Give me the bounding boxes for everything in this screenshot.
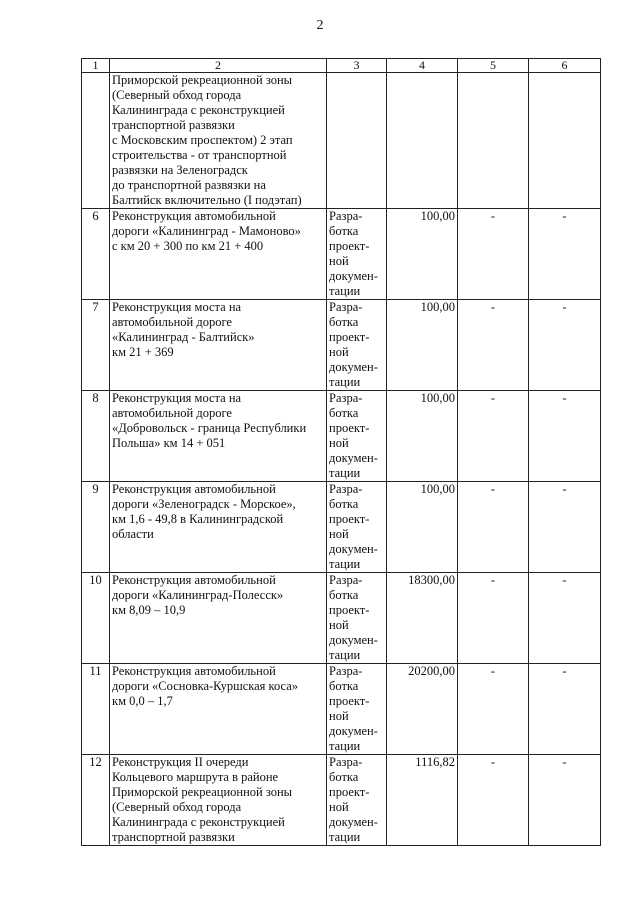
row-stage [327, 300, 387, 391]
row-object-name-text: Реконструкция автомобильной дороги «Сосновка-Куршская коса» км 0,0 – 1,7 [112, 664, 299, 708]
row-amount [387, 391, 458, 482]
table-row [82, 391, 601, 482]
table-row [82, 209, 601, 300]
row-object-name [110, 209, 327, 300]
row-amount [387, 300, 458, 391]
row-col5-text: - [490, 300, 496, 314]
row-col5-text: - [490, 209, 496, 223]
row-object-name-text: Реконструкция II очереди Кольцевого маршрута в районе Приморской рекреационной зоны (Северный обход города Калининграда с реконструкцией транспортной развязки [112, 755, 293, 844]
row-col5 [458, 73, 529, 209]
table-header-row [82, 59, 601, 73]
row-amount-text: 100,00 [420, 482, 455, 496]
row-number-text: 9 [92, 482, 99, 496]
column-header: 5 [458, 59, 529, 73]
row-stage [327, 391, 387, 482]
row-col6 [529, 73, 601, 209]
row-col5-text: - [490, 482, 496, 496]
row-object-name-text: Реконструкция автомобильной дороги «Калининград-Полесск» км 8,09 – 10,9 [112, 573, 284, 617]
row-stage [327, 573, 387, 664]
row-number [82, 209, 110, 300]
row-number [82, 482, 110, 573]
row-object-name-text: Приморской рекреационной зоны (Северный обход города Калининграда с реконструкцией транспортной развязки с Московским проспектом) 2 этап строительства - от транспортной развязки на Зеленоградск до транспортной развязки на Балтийск включительно (I подэтап) [112, 73, 302, 207]
row-col6 [529, 573, 601, 664]
data-table [81, 58, 601, 846]
row-col6 [529, 391, 601, 482]
row-object-name [110, 391, 327, 482]
row-col6-text: - [562, 664, 567, 678]
row-amount [387, 573, 458, 664]
row-stage [327, 482, 387, 573]
column-header: 6 [529, 59, 601, 73]
row-amount-text: 20200,00 [408, 664, 455, 678]
row-amount-text: 1116,82 [415, 755, 455, 769]
row-stage-text: Разра- ботка проект- ной докумен- тации [329, 755, 378, 844]
row-col6-text: - [562, 573, 567, 587]
row-stage-text: Разра- ботка проект- ной докумен- тации [329, 300, 378, 389]
row-number-text: 12 [89, 755, 102, 769]
row-amount [387, 73, 458, 209]
row-number-text: 11 [89, 664, 102, 678]
row-amount [387, 209, 458, 300]
table-row [82, 300, 601, 391]
row-col5 [458, 209, 529, 300]
column-header: 2 [110, 59, 327, 73]
row-amount-text: 18300,00 [408, 573, 455, 587]
row-amount [387, 755, 458, 846]
row-number-text: 6 [92, 209, 99, 223]
row-col6 [529, 755, 601, 846]
row-col5 [458, 300, 529, 391]
row-object-name [110, 482, 327, 573]
column-header: 1 [82, 59, 110, 73]
row-number-text: 10 [89, 573, 102, 587]
row-stage [327, 755, 387, 846]
row-stage-text: Разра- ботка проект- ной докумен- тации [329, 391, 378, 480]
row-amount-text: 100,00 [420, 209, 455, 223]
row-number-text: 7 [92, 300, 99, 314]
row-number [82, 391, 110, 482]
row-col5 [458, 482, 529, 573]
row-col6-text: - [562, 300, 567, 314]
row-col6 [529, 482, 601, 573]
row-stage [327, 209, 387, 300]
row-col5-text: - [490, 391, 496, 405]
row-amount [387, 664, 458, 755]
row-col5 [458, 664, 529, 755]
table-row [82, 573, 601, 664]
row-amount [387, 482, 458, 573]
row-col5-text: - [490, 755, 496, 769]
row-number [82, 755, 110, 846]
table-row [82, 73, 601, 209]
row-col5 [458, 391, 529, 482]
row-col5-text: - [490, 573, 496, 587]
page-number: 2 [316, 18, 324, 33]
table-row [82, 664, 601, 755]
row-number [82, 664, 110, 755]
row-stage-text: Разра- ботка проект- ной докумен- тации [329, 482, 378, 571]
row-col6-text: - [562, 209, 567, 223]
row-col6-text: - [562, 482, 567, 496]
row-object-name-text: Реконструкция автомобильной дороги «Калининград - Мамоново» с км 20 + 300 по км 21 + 400 [112, 209, 301, 253]
row-col6 [529, 209, 601, 300]
row-col5 [458, 755, 529, 846]
row-stage-text: Разра- ботка проект- ной докумен- тации [329, 209, 378, 298]
row-object-name [110, 664, 327, 755]
row-col5-text: - [490, 664, 496, 678]
row-col6 [529, 664, 601, 755]
row-number [82, 73, 110, 209]
row-stage-text: Разра- ботка проект- ной докумен- тации [329, 573, 378, 662]
row-col6-text: - [562, 391, 567, 405]
row-col6-text: - [562, 755, 567, 769]
column-header: 4 [387, 59, 458, 73]
row-number-text: 8 [92, 391, 99, 405]
table-row [82, 755, 601, 846]
row-object-name-text: Реконструкция моста на автомобильной дороге «Калининград - Балтийск» км 21 + 369 [112, 300, 255, 359]
row-stage [327, 73, 387, 209]
row-object-name-text: Реконструкция автомобильной дороги «Зеленоградск - Морское», км 1,6 - 49,8 в Калининградской области [112, 482, 296, 541]
row-number [82, 300, 110, 391]
row-stage-text: Разра- ботка проект- ной докумен- тации [329, 664, 378, 753]
row-number [82, 573, 110, 664]
row-amount-text: 100,00 [420, 391, 455, 405]
row-object-name [110, 73, 327, 209]
row-stage [327, 664, 387, 755]
row-col6 [529, 300, 601, 391]
row-amount-text: 100,00 [420, 300, 455, 314]
row-col5 [458, 573, 529, 664]
row-object-name [110, 573, 327, 664]
table-row [82, 482, 601, 573]
row-object-name [110, 755, 327, 846]
column-header: 3 [327, 59, 387, 73]
row-object-name [110, 300, 327, 391]
row-object-name-text: Реконструкция моста на автомобильной дороге «Добровольск - граница Республики Польша» км 14 + 051 [112, 391, 307, 450]
